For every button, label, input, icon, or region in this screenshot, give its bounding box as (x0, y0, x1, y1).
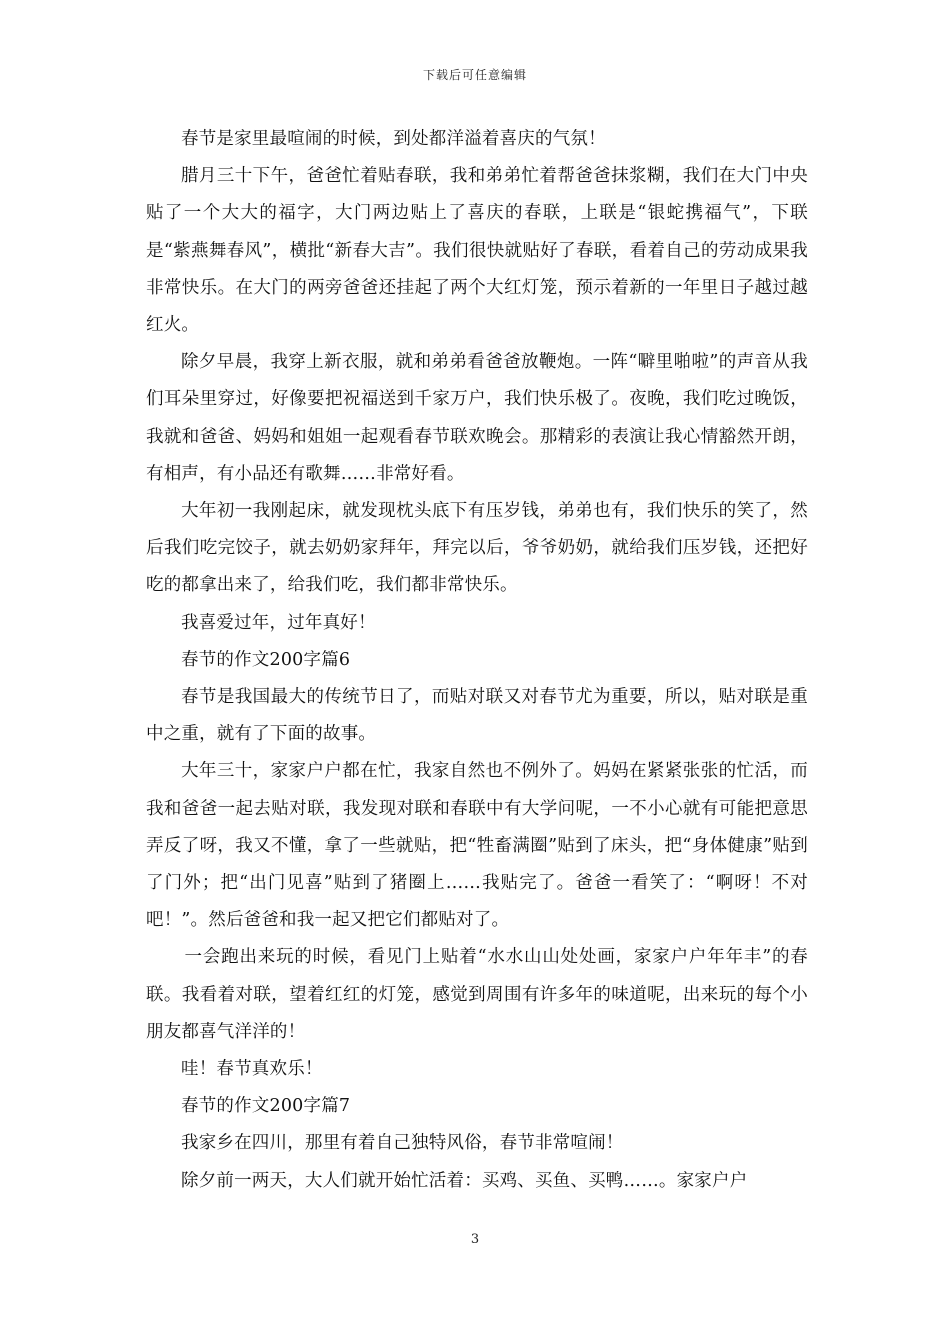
paragraph: 除夕前一两天，大人们就开始忙活着：买鸡、买鱼、买鸭……。家家户户 (181, 1170, 748, 1191)
section-heading: 春节的作文200字篇6 (181, 649, 351, 670)
paragraph: 春节是家里最喧闹的时候，到处都洋溢着喜庆的气氛！ (181, 129, 606, 149)
paragraph: 我喜爱过年，过年真好！ (181, 612, 376, 633)
page-header: 下载后可任意编辑 (422, 68, 527, 82)
page-number: 3 (470, 1232, 480, 1247)
paragraph: 我家乡在四川，那里有着自己独特风俗，春节非常喧闹！ (181, 1133, 624, 1154)
paragraph: 除夕早晨，我穿上新衣服，就和弟弟看爸爸放鞭炮。一阵“噼里啪啦”的声音从我们耳朵里穿过，好像要把祝福送到千家万户，我们快乐极了。夜晚，我们吃过晚饭，我就和爸爸、妈妈和姐姐一起观看春节联欢晚会。那精彩的表演让我心情豁然开朗，有相声，有小品还有歌舞……非常好看。 (146, 352, 808, 484)
section-heading: 春节的作文200字篇7 (181, 1096, 351, 1117)
document-body (146, 121, 808, 1200)
paragraph: 哇！春节真欢乐！ (181, 1059, 323, 1080)
paragraph: 大年三十，家家户户都在忙，我家自然也不例外了。妈妈在紧紧张张的忙活，而我和爸爸一起去贴对联，我发现对联和春联中有大学问呢，一不小心就有可能把意思弄反了呀，我又不懂，拿了一些就贴，把“牲畜满圈”贴到了床头，把“身体健康”贴到了门外；把“出门见喜”贴到了猪圈上……我贴完了。爸爸一看笑了：“啊呀！不对吧！”。然后爸爸和我一起又把它们都贴对了。 (146, 761, 808, 931)
paragraph: 大年初一我刚起床，就发现枕头底下有压岁钱，弟弟也有，我们快乐的笑了，然后我们吃完饺子，就去奶奶家拜年，拜完以后，爷爷奶奶，就给我们压岁钱，还把好吃的都拿出来了，给我们吃，我们都非常快乐。 (146, 501, 808, 596)
paragraph: 腊月三十下午，爸爸忙着贴春联，我和弟弟忙着帮爸爸抹浆糊，我们在大门中央贴了一个大大的福字，大门两边贴上了喜庆的春联，上联是“银蛇携福气”，下联是“紫燕舞春风”，横批“新春大吉”。我们很快就贴好了春联，看着自己的劳动成果我非常快乐。在大门的两旁爸爸还挂起了两个大红灯笼，预示着新的一年里日子越过越红火。 (146, 166, 808, 336)
paragraph: 一会跑出来玩的时候，看见门上贴着“水水山山处处画，家家户户年年丰”的春联。我看着对联，望着红红的灯笼，感觉到周围有许多年的味道呢，出来玩的每个小朋友都喜气洋洋的！ (146, 947, 808, 1042)
paragraph: 春节是我国最大的传统节日了，而贴对联又对春节尤为重要，所以，贴对联是重中之重，就有了下面的故事。 (146, 687, 808, 745)
